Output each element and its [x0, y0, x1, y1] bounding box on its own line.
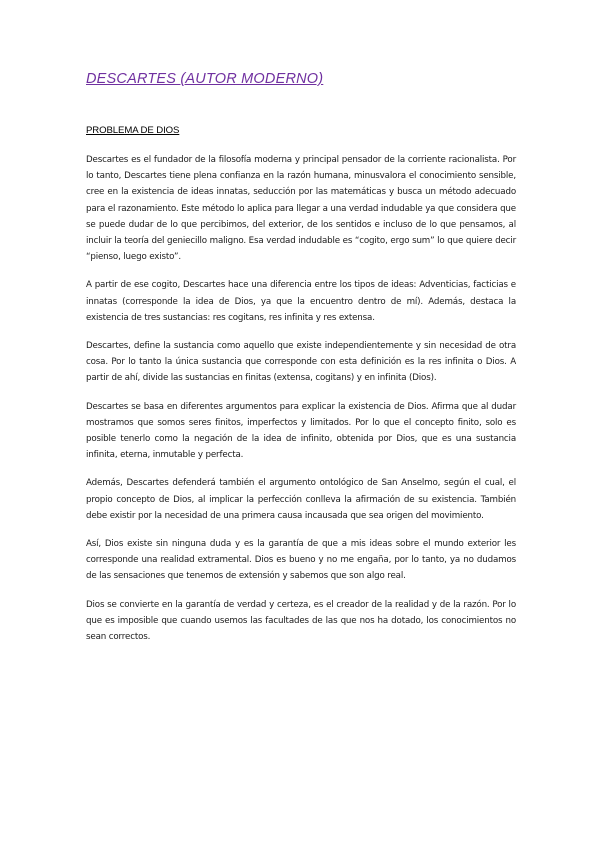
paragraph-3: Descartes, define la sustancia como aquello que existe independientemente y sin necesidad de otra cosa. Por lo tanto la única sustancia que corresponde con esta definición es la res infinita o Dios. A partir de ahí, divide las sustancias en finitas (extensa, cogitans) y en infinita (Dios). — [86, 341, 516, 384]
paragraph-5: Además, Descartes defenderá también el argumento ontológico de San Anselmo, según el cual, el propio concepto de Dios, al implicar la perfección conlleva la afirmación de su existencia. También debe existir por la necesidad de una primera causa incausada que sea origen del movimiento. — [86, 478, 516, 521]
paragraph-4: Descartes se basa en diferentes argumentos para explicar la existencia de Dios. Afirma que al dudar mostramos que somos seres finitos, imperfectos y limitados. Por lo que el concepto finito, solo es posible tenerlo como la negación de la idea de infinito, obtenida por Dios, que es una sustancia infinita, eterna, inmutable y perfecta. — [86, 401, 516, 461]
document-title: DESCARTES (AUTOR MODERNO) — [86, 71, 324, 87]
paragraph-2: A partir de ese cogito, Descartes hace una diferencia entre los tipos de ideas: Adventicias, facticias e innatas (corresponde la idea de Dios, ya que la encuentro dentro de mí). Además, destaca la existencia de tres sustancias: res cogitans, res infinita y res extensa. — [86, 280, 516, 323]
paragraph-6: Así, Dios existe sin ninguna duda y es la garantía de que a mis ideas sobre el mundo exterior les corresponde una realidad extramental. Dios es bueno y no me engaña, por lo tanto, ya no dudamos de las sensaciones que tenemos de extensión y sabemos que son algo real. — [86, 539, 516, 582]
paragraph-1: Descartes es el fundador de la filosofía moderna y principal pensador de la corriente racionalista. Por lo tanto, Descartes tiene plena confianza en la razón humana, minusvalora el conocimiento sensible, cree en la existencia de ideas innatas, seducción por las matemáticas y busca un método adecuado para el razonamiento. Este método lo aplica para llegar a una verdad indudable ya que considera que se puede dudar de lo que percibimos, del exterior, de los sentidos e incluso de lo que pensamos, al incluir la teoría del geniecillo maligno. Esa verdad indudable es “cogito, ergo sum” lo que quiere decir “pienso, luego existo”. — [86, 155, 516, 263]
paragraph-7: Dios se convierte en la garantía de verdad y certeza, es el creador de la realidad y de la razón. Por lo que es imposible que cuando usemos las facultades de las que nos ha dotado, los conocimientos no sean correctos. — [86, 599, 516, 643]
section-heading: PROBLEMA DE DIOS — [86, 125, 180, 136]
document-body — [86, 152, 516, 657]
